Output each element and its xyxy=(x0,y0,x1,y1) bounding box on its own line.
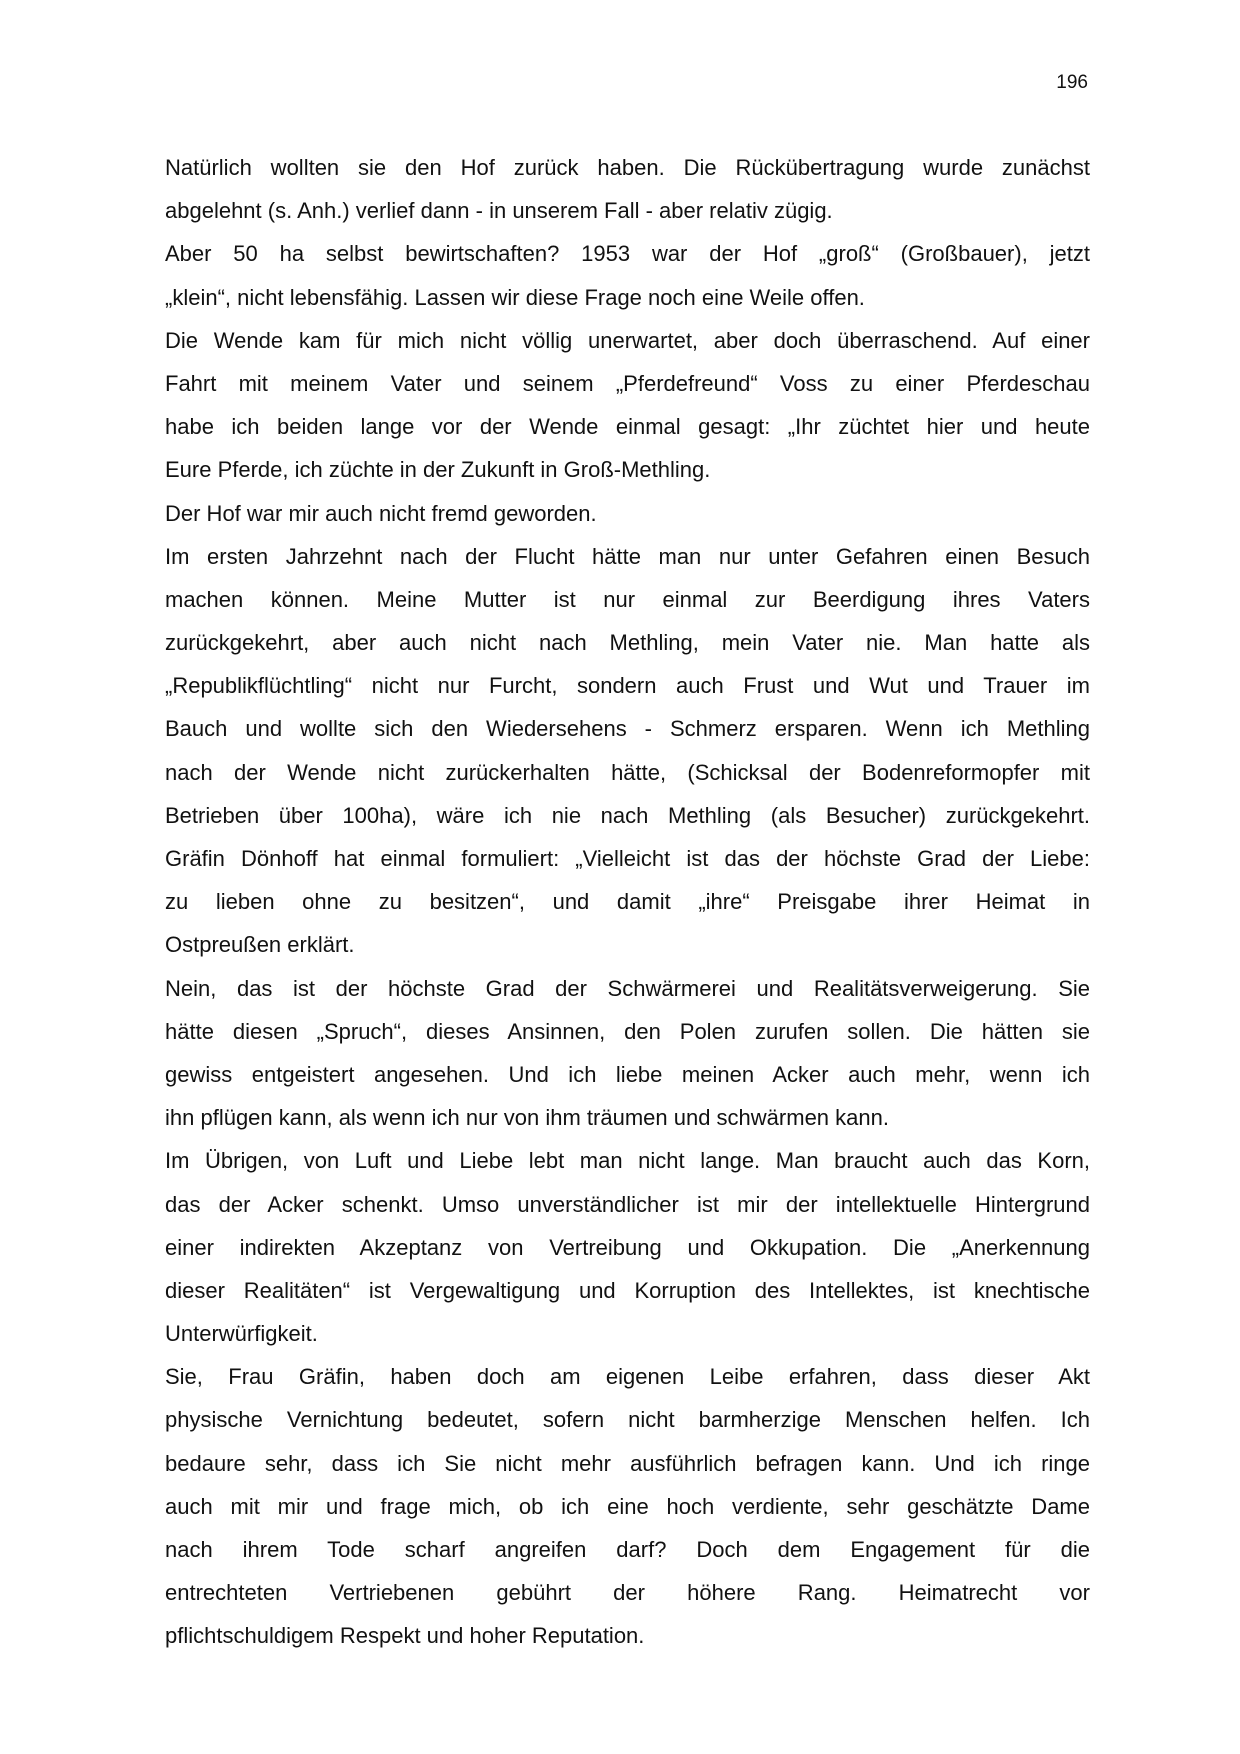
text-line: zu lieben ohne zu besitzen“, und damit „ihre“ Preisgabe ihrer Heimat in xyxy=(165,889,1090,915)
text-line: „Republikflüchtling“ nicht nur Furcht, sondern auch Frust und Wut und Trauer im xyxy=(165,673,1090,699)
text-line: Fahrt mit meinem Vater und seinem „Pferdefreund“ Voss zu einer Pferdeschau xyxy=(165,370,1090,396)
text-line: Im ersten Jahrzehnt nach der Flucht hätte man nur unter Gefahren einen Besuch xyxy=(165,543,1090,569)
text-line: dieser Realitäten“ ist Vergewaltigung und Korruption des Intellektes, ist knechtische xyxy=(165,1277,1090,1303)
text-line: Unterwürfigkeit. xyxy=(165,1321,318,1347)
text-line: Ostpreußen erklärt. xyxy=(165,932,355,958)
page-number: 196 xyxy=(1056,72,1088,93)
text-line: das der Acker schenkt. Umso unverständlicher ist mir der intellektuelle Hintergrund xyxy=(165,1191,1090,1217)
text-line: Der Hof war mir auch nicht fremd geworden. xyxy=(165,500,597,526)
text-line: Aber 50 ha selbst bewirtschaften? 1953 war der Hof „groß“ (Großbauer), jetzt xyxy=(165,241,1090,267)
text-line: physische Vernichtung bedeutet, sofern nicht barmherzige Menschen helfen. Ich xyxy=(165,1407,1090,1433)
text-line: Sie, Frau Gräfin, haben doch am eigenen Leibe erfahren, dass dieser Akt xyxy=(165,1364,1090,1390)
text-line: Betrieben über 100ha), wäre ich nie nach Methling (als Besucher) zurückgekehrt. xyxy=(165,802,1090,828)
text-line: pflichtschuldigem Respekt und hoher Reputation. xyxy=(165,1623,645,1649)
text-line: Gräfin Dönhoff hat einmal formuliert: „Vielleicht ist das der höchste Grad der Liebe: xyxy=(165,846,1090,871)
text-line: auch mit mir und frage mich, ob ich eine hoch verdiente, sehr geschätzte Dame xyxy=(165,1493,1090,1519)
text-line: nach der Wende nicht zurückerhalten hätte, (Schicksal der Bodenreformopfer mit xyxy=(165,759,1090,785)
text-line: ihn pflügen kann, als wenn ich nur von ihm träumen und schwärmen kann. xyxy=(165,1105,889,1131)
text-line: Natürlich wollten sie den Hof zurück haben. Die Rückübertragung wurde zunächst xyxy=(165,155,1090,180)
text-line: „klein“, nicht lebensfähig. Lassen wir diese Frage noch eine Weile offen. xyxy=(165,284,865,310)
text-line: gewiss entgeistert angesehen. Und ich liebe meinen Acker auch mehr, wenn ich xyxy=(165,1061,1090,1087)
text-line: Die Wende kam für mich nicht völlig unerwartet, aber doch überraschend. Auf einer xyxy=(165,327,1090,353)
text-line: bedaure sehr, dass ich Sie nicht mehr ausführlich befragen kann. Und ich ringe xyxy=(165,1450,1090,1476)
text-line: hätte diesen „Spruch“, dieses Ansinnen, den Polen zurufen sollen. Die hätten sie xyxy=(165,1018,1090,1044)
text-line: entrechteten Vertriebenen gebührt der höhere Rang. Heimatrecht vor xyxy=(165,1580,1090,1606)
text-line: habe ich beiden lange vor der Wende einmal gesagt: „Ihr züchtet hier und heute xyxy=(165,414,1090,440)
text-line: Im Übrigen, von Luft und Liebe lebt man nicht lange. Man braucht auch das Korn, xyxy=(165,1148,1090,1174)
text-line: Eure Pferde, ich züchte in der Zukunft in Groß-Methling. xyxy=(165,457,711,483)
text-line: machen können. Meine Mutter ist nur einmal zur Beerdigung ihres Vaters xyxy=(165,586,1090,612)
text-line: Nein, das ist der höchste Grad der Schwärmerei und Realitätsverweigerung. Sie xyxy=(165,975,1090,1001)
text-line: Bauch und wollte sich den Wiedersehens - Schmerz ersparen. Wenn ich Methling xyxy=(165,716,1090,742)
text-line: einer indirekten Akzeptanz von Vertreibung und Okkupation. Die „Anerkennung xyxy=(165,1234,1090,1260)
text-line: abgelehnt (s. Anh.) verlief dann - in unserem Fall - aber relativ zügig. xyxy=(165,198,833,224)
text-line: zurückgekehrt, aber auch nicht nach Methling, mein Vater nie. Man hatte als xyxy=(165,630,1090,656)
text-line: nach ihrem Tode scharf angreifen darf? Doch dem Engagement für die xyxy=(165,1537,1090,1562)
body-text xyxy=(165,146,1090,1658)
